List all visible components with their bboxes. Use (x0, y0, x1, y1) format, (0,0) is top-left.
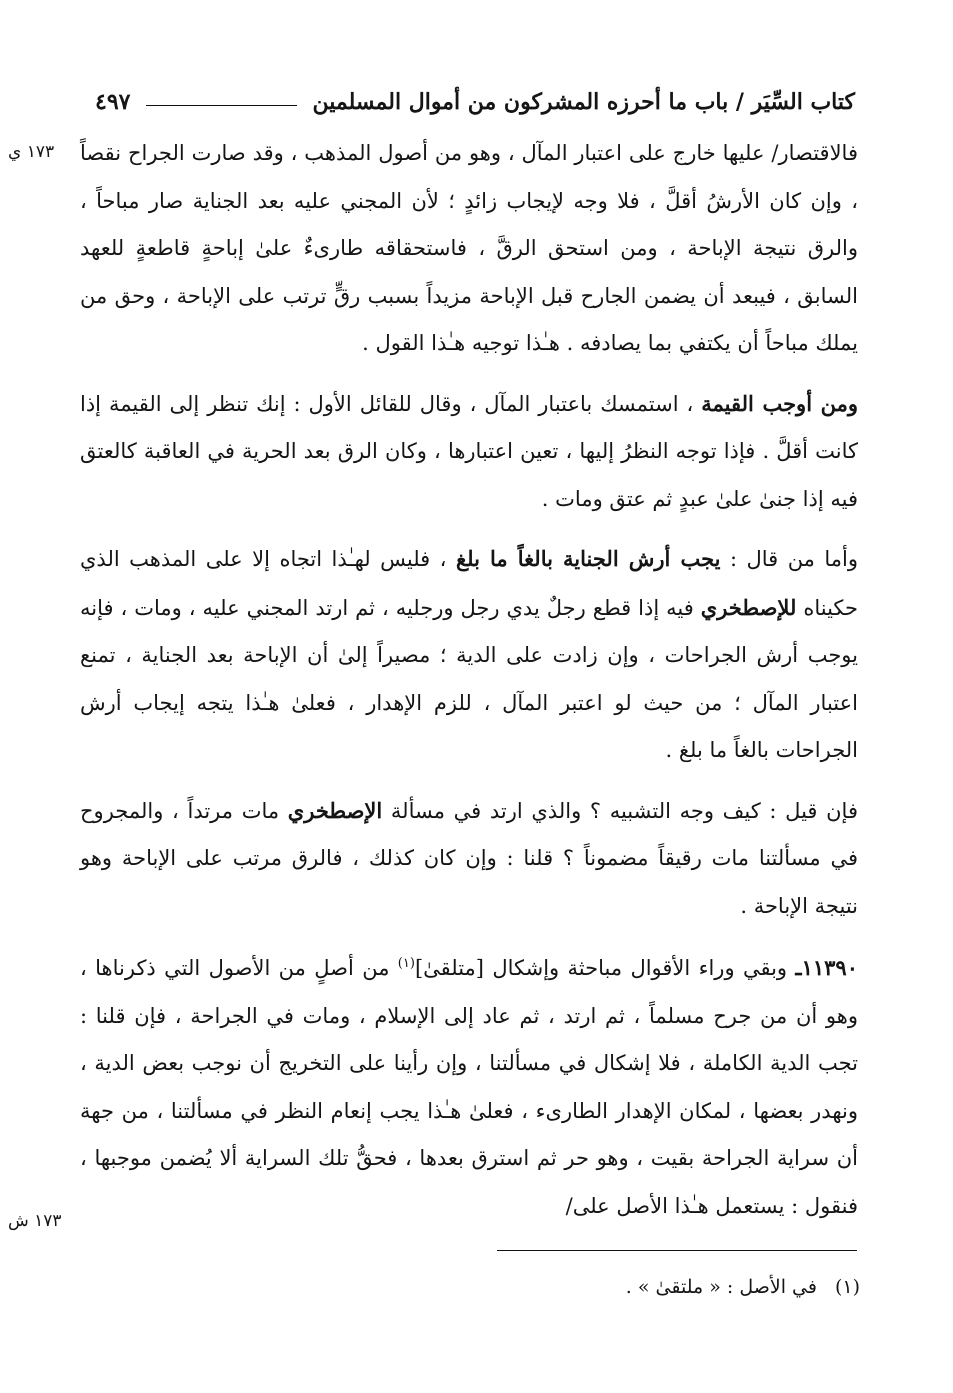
paragraph-3-mid: ، فليس لهـٰذا اتجاه إلا على المذهب الذي حكيناه (80, 547, 858, 620)
footnote (300, 1276, 860, 1298)
paragraph-5-lead: وبقي وراء الأقوال مباحثة وإشكال [متلقىٰ] (414, 956, 796, 980)
paragraph-1: فالاقتصار/ عليها خارج على اعتبار المآل ، وهو من أصول المذهب ، وقد صارت الجراح نقصاً ، وإن كان الأرشُ أقلَّ ، فلا وجه لإيجاب زائدٍ ؛ لأن المجني عليه بعد الجناية صار مباحاً ، والرق نتيجة الإباحة ، ومن استحق الرقَّ ، فاستحقاقه طارىءٌ علىٰ إباحةٍ قاطعةٍ للعهد السابق ، فيبعد أن يضمن الجارح قبل الإباحة مزيداً بسبب رقٍّ ترتب على الإباحة ، وحق من يملك مباحاً أن يكتفي بما يصادفه . هـٰذا توجيه هـٰذا القول . (80, 141, 858, 355)
footnote-rule (497, 1250, 857, 1251)
paragraph-4 (80, 787, 858, 931)
header-rule (146, 105, 296, 106)
paragraph-2-text: ، استمسك باعتبار المآل ، وقال للقائل الأول : إنك تنظر إلى القيمة إذا كانت أقلَّ . فإذا توجه النظرُ إليها ، تعين اعتبارها ، وكان الرق بعد الحرية في العاقبة كالعتق فيه إذا جنىٰ علىٰ عبدٍ ثم عتق ومات . (80, 391, 858, 511)
paragraph-5 (80, 944, 858, 1230)
page-number: ٤٩٧ (95, 89, 131, 115)
paragraph-2-bold: ومن أوجب القيمة (701, 390, 858, 416)
margin-note-top: ١٧٣ ي (8, 142, 55, 162)
main-text (80, 130, 858, 1242)
paragraph-4-lead: فإن قيل : كيف وجه التشبيه ؟ والذي ارتد في مسألة (382, 798, 858, 823)
paragraph-3-text: فيه إذا قطع رجلٌ يدي رجل ورجليه ، ثم ارتد المجني عليه ، ومات ، فإنه يوجب أرش الجراحات ، وإن زادت على الدية ؛ مصيراً إلىٰ أن الإباحة بعد الجناية ، تمنع اعتبار المآل ؛ من حيث لو اعتبر المآل ، للزم الإهدار ، فعلىٰ هـٰذا يتجه إيجاب أرش الجراحات بالغاً ما بلغ . (80, 595, 858, 762)
paragraph-3-bold: يجب أرش الجناية بالغاً ما بلغ (455, 546, 721, 571)
margin-note-bottom: ١٧٣ ش (8, 1211, 62, 1231)
header-title: كتاب السِّيَر / باب ما أحرزه المشركون من أموال المسلمين (312, 89, 855, 115)
paragraph-4-bold: الإصطخري (287, 797, 383, 823)
paragraph-3 (80, 535, 858, 775)
paragraph-5-number: ١١٣٩٠ـ (795, 955, 858, 980)
running-header (95, 82, 855, 122)
footnote-number: (١) (834, 1276, 860, 1298)
paragraph-3-bold-name: للإصطخري (700, 594, 797, 620)
footnote-ref: (١) (397, 956, 415, 971)
footnote-text: في الأصل : « ملتقىٰ » . (625, 1276, 817, 1298)
paragraph-3-lead: وأما من قال : (720, 547, 859, 571)
paragraph-2 (80, 380, 858, 524)
paragraph-5-text: من أصلٍ من الأصول التي ذكرناها ، وهو أن من جرح مسلماً ، ثم ارتد ، ثم عاد إلى الإسلام ، ومات في الجراحة ، فإن قلنا : تجب الدية الكاملة ، فلا إشكال في مسألتنا ، وإن رأينا على التخريج أن نوجب بعض الدية ، ونهدر بعضها ، لمكان الإهدار الطارىء ، فعلىٰ هـٰذا يجب إنعام النظر في مسألتنا ، من جهة أن سراية الجراحة بقيت ، وهو حر ثم استرق بعدها ، فحقُّ تلك السراية ألا يُضمن موجبها ، فنقول : يستعمل هـٰذا الأصل على/ (80, 956, 858, 1218)
paragraph-4-text: مات مرتداً ، والمجروح في مسألتنا مات رقيقاً مضموناً ؟ قلنا : وإن كان كذلك ، فالرق مرتب على الإباحة وهو نتيجة الإباحة . (80, 798, 858, 918)
